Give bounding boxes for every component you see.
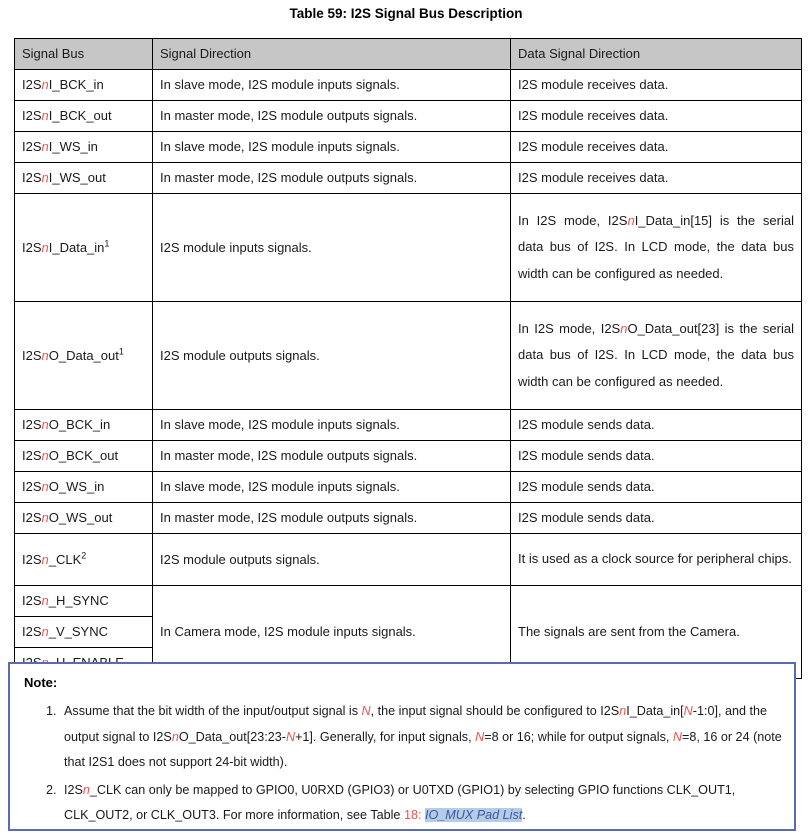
italic-variable: n [41,624,49,639]
table-row [15,534,802,586]
table-cell: In I2S mode, I2SnI_Data_in[15] is the serial data bus of I2S. In LCD mode, the data bus width can be configured as needed. [511,194,802,302]
table-cell: I2SnO_WS_out [15,503,153,534]
note-box [8,662,796,831]
table-row [15,163,802,194]
superscript-footnote-ref: 1 [118,346,124,357]
table-row [15,101,802,132]
italic-variable: n [41,479,49,494]
italic-variable: n [41,593,49,608]
italic-variable: N [683,704,693,718]
italic-variable: N [285,729,296,744]
table-cell: I2SnO_Data_out$^1$ [15,302,153,410]
table-cell: I2S module receives data. [511,70,802,101]
italic-variable: n [41,510,49,525]
table-row [15,302,802,410]
table-cell: In I2S mode, I2SnO_Data_out[23] is the serial data bus of I2S. In LCD mode, the data bus width can be configured as needed. [511,302,802,410]
table-cell: I2SnO_WS_in [15,472,153,503]
i2s-signal-bus-table [14,38,802,679]
table-cell: $I2SnI\_Data\_in^1$ [15,194,153,302]
table-row [15,441,802,472]
table-cell: I2S module outputs signals. [153,302,511,410]
table-cell: I2SnI_WS_in [15,132,153,163]
table-row [15,132,802,163]
table-cell: I2S module sends data. [511,441,802,472]
table-row [15,586,802,617]
table-cell: In slave mode, I2S module inputs signals. [153,132,511,163]
table-cell: The signals are sent from the Camera. [511,586,802,679]
italic-variable: n [41,551,49,567]
table-cell: I2S module outputs signals. [153,534,511,586]
table-cell: I2SnI_BCK_out [15,101,153,132]
table-row [15,410,802,441]
table-cell: In slave mode, I2S module inputs signals. [153,472,511,503]
italic-variable: n [41,448,49,463]
table-row [15,503,802,534]
note-item: 1. Assume that the bit width of the input/output signal is N, the input signal should be configured to I2SnI_Data_in[N-1:0], and the output signal to I2SnO_Data_out[23:23-N+1]. Generally, for input signals, N=8 or 16; while for output signals, N=8, 16 or 24 (note that I2S1 does not support 24-bit width). [60,699,782,776]
table-row [15,472,802,503]
table-header [15,39,802,70]
table-cell: I2S module receives data. [511,163,802,194]
italic-variable: n [171,729,179,744]
note-label: Note: [24,675,58,690]
italic-variable: n [41,170,49,185]
italic-variable: n [41,239,49,255]
table-cell: I2Sn_H_SYNC [15,586,153,617]
table-cell: In Camera mode, I2S module inputs signals. [153,586,511,679]
header-row [15,39,802,70]
table-cell: I2SnO_BCK_in [15,410,153,441]
table-cell: I2SnO_BCK_out [15,441,153,472]
italic-variable: N [361,704,371,718]
column-header: Data Signal Direction [511,39,802,70]
note-list [24,699,782,829]
italic-variable: n [41,77,49,92]
italic-variable: n [620,320,628,336]
io-mux-pad-list-link[interactable]: IO_MUX Pad List [424,808,523,822]
table-cell: I2SnI_BCK_in [15,70,153,101]
italic-variable: N [672,729,682,744]
table-cell: I2S module receives data. [511,101,802,132]
superscript-footnote-ref: 1 [104,238,110,249]
table-cell: I2S module inputs signals. [153,194,511,302]
table-row [15,194,802,302]
table-title: Table 59: I2S Signal Bus Description [289,6,523,21]
table-cell: I2S module sends data. [511,410,802,441]
table-row [15,70,802,101]
table-cell: In master mode, I2S module outputs signals. [153,101,511,132]
italic-variable: n [619,704,627,718]
italic-variable: n [41,139,49,154]
table-cell: In master mode, I2S module outputs signals. [153,441,511,472]
table-cell: I2S module sends data. [511,503,802,534]
column-header: Signal Direction [153,39,511,70]
table-body [15,70,802,679]
italic-variable: n [627,212,635,228]
note-item: 2. I2Sn_CLK can only be mapped to GPIO0, U0RXD (GPIO3) or U0TXD (GPIO1) by selecting GPIO functions CLK_OUT1, CLK_OUT2, or CLK_OUT3. For more information, see Table 18: IO_MUX Pad List. [60,778,782,829]
table-cell: I2Sn_CLK$^2$ [15,534,153,586]
table-cell: I2SnI_WS_out [15,163,153,194]
table-cell: It is used as a clock source for peripheral chips. [511,534,802,586]
table-cell: In master mode, I2S module outputs signals. [153,503,511,534]
column-header: Signal Bus [15,39,153,70]
superscript-footnote-ref: 2 [81,550,87,561]
table-cell: I2S module sends data. [511,472,802,503]
italic-variable: n [41,108,49,123]
italic-variable: n [41,347,49,363]
table-cell: I2S module receives data. [511,132,802,163]
table-reference-number: 18: [403,808,425,822]
table-cell: I2Sn_V_SYNC [15,617,153,648]
italic-variable: N [475,729,485,744]
table-cell: In slave mode, I2S module inputs signals. [153,70,511,101]
table-cell: In master mode, I2S module outputs signals. [153,163,511,194]
italic-variable: n [82,782,90,797]
italic-variable: n [41,417,49,432]
table-cell: In slave mode, I2S module inputs signals. [153,410,511,441]
